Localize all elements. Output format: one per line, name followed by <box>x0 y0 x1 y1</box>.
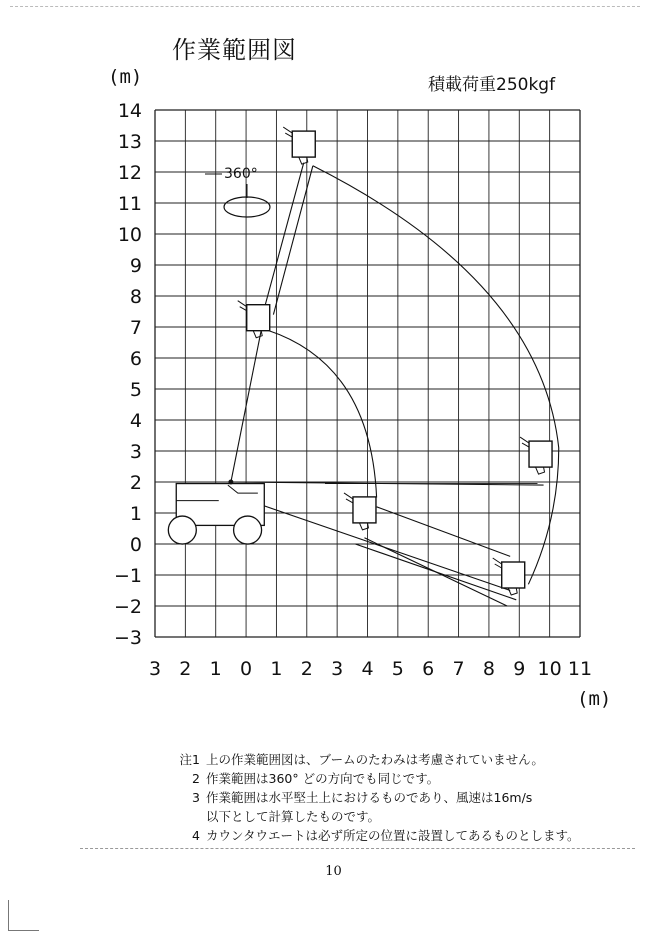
platform-basket <box>353 497 376 523</box>
y-tick-labels <box>114 100 142 649</box>
work-platform <box>283 127 315 164</box>
diagram-title: 作業範囲図 <box>172 36 297 64</box>
rotation-ellipse <box>224 197 270 217</box>
y-tick-label: 9 <box>129 255 142 277</box>
note-text: 作業範囲は水平堅土上におけるものであり、風速は16m/s <box>206 790 533 805</box>
vehicle <box>168 480 264 545</box>
working-range-drawing <box>168 127 558 606</box>
y-tick-label: 5 <box>129 379 142 401</box>
load-capacity-label: 積載荷重250kgf <box>428 75 556 95</box>
y-tick-label: 1 <box>129 503 142 525</box>
note-3-continued: 以下として計算したものです。 <box>206 809 381 824</box>
y-axis-unit: (m) <box>108 66 143 88</box>
y-tick-label: 3 <box>129 441 142 463</box>
rotation-label: 360° <box>224 166 258 182</box>
note-text: 上の作業範囲図は、ブームのたわみは考慮されていません。 <box>206 752 544 767</box>
work-platform <box>344 493 376 530</box>
front-wheel <box>234 516 262 544</box>
outer-envelope-arc <box>313 166 559 585</box>
x-tick-label: 11 <box>567 658 593 680</box>
y-tick-label: 8 <box>129 286 142 308</box>
note-1 <box>170 750 580 769</box>
x-tick-label: 6 <box>422 658 435 680</box>
boom-lowest-line-b <box>355 544 516 600</box>
boom-upper-section-left <box>264 163 303 309</box>
platform-basket <box>502 562 525 588</box>
page-number: 10 <box>325 864 342 879</box>
platform-railing <box>238 301 247 311</box>
platform-railing <box>344 493 353 503</box>
x-tick-label: 2 <box>179 658 192 680</box>
x-tick-label: 8 <box>482 658 495 680</box>
x-axis-unit: (m) <box>577 688 612 710</box>
scan-corner-mark <box>8 900 39 931</box>
boom-pivot-point <box>228 480 233 485</box>
note-text: 作業範囲は360° どの方向でも同じです。 <box>206 771 440 786</box>
inner-envelope-arc <box>267 330 376 497</box>
rear-wheel <box>168 516 196 544</box>
note-number: 4 <box>192 828 200 843</box>
y-tick-label: 2 <box>129 472 142 494</box>
x-tick-label: 0 <box>240 658 253 680</box>
x-tick-label: 7 <box>452 658 465 680</box>
platform-railing <box>520 437 529 447</box>
note-number: 3 <box>192 790 200 805</box>
work-platform <box>520 437 552 474</box>
note-2 <box>170 769 580 788</box>
note-4 <box>170 826 580 845</box>
y-tick-label: 13 <box>117 131 142 153</box>
x-tick-labels <box>149 658 592 680</box>
x-tick-label: 2 <box>300 658 313 680</box>
y-tick-label: −1 <box>113 565 142 587</box>
y-tick-label: 7 <box>129 317 142 339</box>
platform-bracket <box>536 467 545 474</box>
work-platform <box>238 301 270 338</box>
platform-basket <box>292 131 315 157</box>
y-tick-label: −2 <box>113 596 142 618</box>
y-tick-label: 0 <box>129 534 142 556</box>
note-number: 2 <box>192 771 200 786</box>
x-tick-label: 3 <box>148 658 162 680</box>
chart-grid <box>155 110 580 637</box>
x-tick-label: 9 <box>513 658 526 680</box>
platform-railing <box>283 127 292 137</box>
boom-inner-line <box>377 507 511 557</box>
work-platform <box>493 558 525 595</box>
platform-bracket <box>508 588 517 595</box>
y-tick-label: 6 <box>129 348 142 370</box>
x-tick-label: 5 <box>391 658 404 680</box>
note-text: カウンタウエートは必ず所定の位置に設置してあるものとします。 <box>206 828 580 843</box>
y-tick-label: −3 <box>113 627 142 649</box>
x-tick-label: 1 <box>209 658 222 680</box>
x-tick-label: 3 <box>331 658 344 680</box>
y-tick-label: 4 <box>129 410 142 432</box>
x-tick-label: 1 <box>270 658 283 680</box>
note-number: 注1 <box>179 752 200 767</box>
y-tick-label: 10 <box>117 224 142 246</box>
platform-basket <box>529 441 552 467</box>
y-tick-label: 11 <box>117 193 142 215</box>
y-tick-label: 14 <box>117 100 142 122</box>
x-tick-label: 10 <box>537 658 562 680</box>
notes-section <box>170 750 580 845</box>
x-tick-label: 4 <box>361 658 374 680</box>
footer-rule <box>80 848 635 849</box>
note-3 <box>170 788 580 807</box>
platform-railing <box>493 558 502 568</box>
y-tick-label: 12 <box>117 162 142 184</box>
platform-basket <box>247 305 270 331</box>
